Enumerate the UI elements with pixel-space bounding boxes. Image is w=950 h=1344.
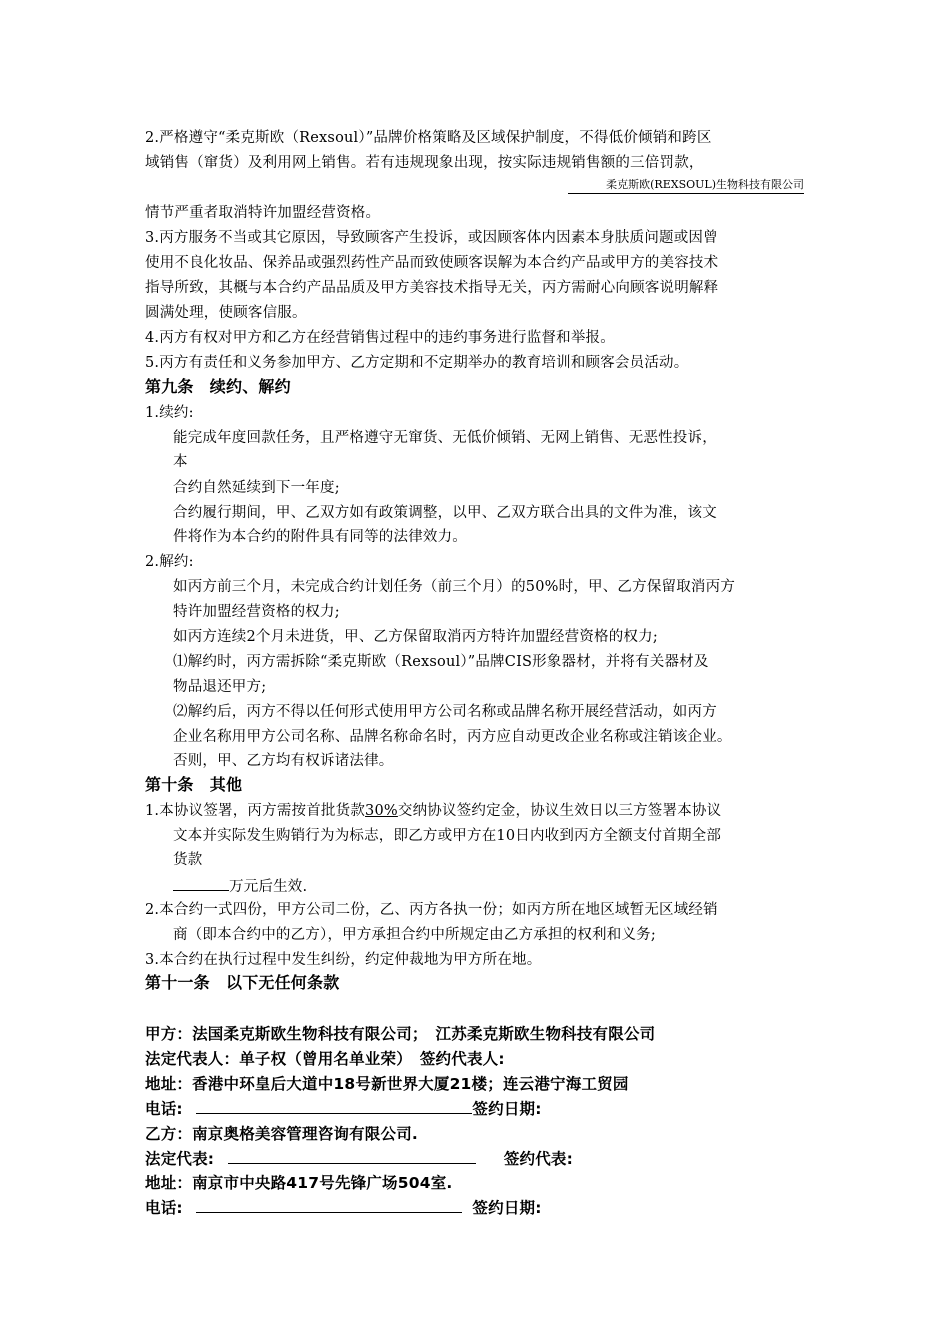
date-label: 签约日期: xyxy=(472,1199,542,1217)
amount-blank xyxy=(173,876,229,891)
section-heading-11: 第十一条 以下无任何条款 xyxy=(145,973,340,992)
clause-line: ⑵解约后，丙方不得以任何形式使用甲方公司名称或品牌名称开展经营活动，如丙方 xyxy=(173,704,717,720)
deposit-percent: 30% xyxy=(365,803,398,819)
clause-line: 圆满处理，使顾客信服。 xyxy=(145,305,307,321)
clause-line: 2.本合约一式四份，甲方公司二份，乙、丙方各执一份；如丙方所在地区域暂无区域经销 xyxy=(145,902,718,918)
clause-line xyxy=(173,876,307,897)
clause-line: 使用不良化妆品、保养品或强烈药性产品而致使顾客误解为本合约产品或甲方的美容技术 xyxy=(145,255,719,271)
phone-blank xyxy=(196,1099,472,1114)
legal-rep-blank xyxy=(228,1149,476,1164)
clause-line: 合约履行期间，甲、乙双方如有政策调整，以甲、乙双方联合出具的文件为准，该文 xyxy=(173,505,717,521)
clause-line: 5.丙方有责任和义务参加甲方、乙方定期和不定期举办的教育培训和顾客会员活动。 xyxy=(145,355,689,371)
section-heading-10: 第十条 其他 xyxy=(145,775,243,794)
running-header: 柔克斯欧(REXSOUL)生物科技有限公司 xyxy=(568,178,804,194)
clause-line: 3.本合约在执行过程中发生纠纷，约定仲裁地为甲方所在地。 xyxy=(145,952,542,968)
clause-line: ⑴解约时，丙方需拆除“柔克斯欧（Rexsoul）”品牌CIS形象器材，并将有关器材及 xyxy=(173,654,709,670)
clause-line: 物品退还甲方; xyxy=(173,679,267,695)
clause-line: 特许加盟经营资格的权力; xyxy=(173,604,340,620)
clause-line: 指导所致，其概与本合约产品品质及甲方美容技术指导无关，丙方需耐心向顾客说明解释 xyxy=(145,280,719,296)
clause-line: 企业名称用甲方公司名称、品牌名称命名时，丙方应自动更改企业名称或注销该企业。 xyxy=(173,729,732,745)
phone-blank xyxy=(196,1198,462,1213)
party-a-address: 地址：香港中环皇后大道中18号新世界大厦21楼；连云港宁海工贸园 xyxy=(145,1075,629,1093)
clause-line: 如丙方前三个月，未完成合约计划任务（前三个月）的50%时，甲、乙方保留取消丙方 xyxy=(173,579,736,595)
clause-line: 合约自然延续到下一年度; xyxy=(173,480,340,496)
party-a-phone-row xyxy=(145,1099,542,1119)
clause-line: 2.解约: xyxy=(145,554,194,570)
party-b-phone-row xyxy=(145,1198,542,1218)
clause-line: 文本并实际发生购销行为为标志，即乙方或甲方在10日内收到丙方全额支付首期全部 xyxy=(173,828,722,844)
clause-line: 1.续约: xyxy=(145,405,194,421)
party-a-line: 甲方：法国柔克斯欧生物科技有限公司； 江苏柔克斯欧生物科技有限公司 xyxy=(145,1025,656,1043)
party-b-representative-row xyxy=(145,1149,573,1169)
phone-label: 电话: xyxy=(145,1199,183,1217)
sign-rep-label: 签约代表: xyxy=(503,1150,574,1168)
clause-text: 1.本协议签署，丙方需按首批货款 xyxy=(145,803,366,819)
clause-line xyxy=(145,801,721,821)
legal-rep-label: 法定代表: xyxy=(145,1150,215,1168)
clause-line: 本 xyxy=(173,454,188,470)
clause-text: 交纳协议签约定金，协议生效日以三方签署本协议 xyxy=(397,803,722,819)
party-a-representative: 法定代表人：单子权（曾用名单业荣） 签约代表人: xyxy=(145,1050,505,1068)
clause-line: 2.严格遵守“柔克斯欧（Rexsoul）”品牌价格策略及区域保护制度，不得低价倾销和跨区 xyxy=(145,130,712,146)
section-heading-9: 第九条 续约、解约 xyxy=(145,377,291,396)
clause-line: 3.丙方服务不当或其它原因，导致顾客产生投诉，或因顾客体内因素本身肤质问题或因曾 xyxy=(145,230,718,246)
phone-label: 电话: xyxy=(145,1100,183,1118)
clause-line: 情节严重者取消特许加盟经营资格。 xyxy=(145,205,381,221)
clause-text: 万元后生效. xyxy=(229,879,308,895)
clause-line: 如丙方连续2个月未进货，甲、乙方保留取消丙方特许加盟经营资格的权力; xyxy=(173,629,658,645)
clause-line: 商（即本合约中的乙方），甲方承担合约中所规定由乙方承担的权利和义务; xyxy=(173,927,656,943)
clause-line: 能完成年度回款任务，且严格遵守无窜货、无低价倾销、无网上销售、无恶性投诉， xyxy=(173,430,717,446)
clause-line: 否则，甲、乙方均有权诉诸法律。 xyxy=(173,753,394,769)
clause-line: 货款 xyxy=(173,852,203,868)
clause-line: 域销售（窜货）及利用网上销售。若有违规现象出现，按实际违规销售额的三倍罚款， xyxy=(145,155,704,171)
party-b-line: 乙方：南京奥格美容管理咨询有限公司. xyxy=(145,1125,418,1143)
clause-line: 件将作为本合约的附件具有同等的法律效力。 xyxy=(173,529,467,545)
clause-line: 4.丙方有权对甲方和乙方在经营销售过程中的违约事务进行监督和举报。 xyxy=(145,330,615,346)
party-b-address: 地址：南京市中央路417号先锋广场504室. xyxy=(145,1174,453,1192)
date-label: 签约日期: xyxy=(472,1100,542,1118)
